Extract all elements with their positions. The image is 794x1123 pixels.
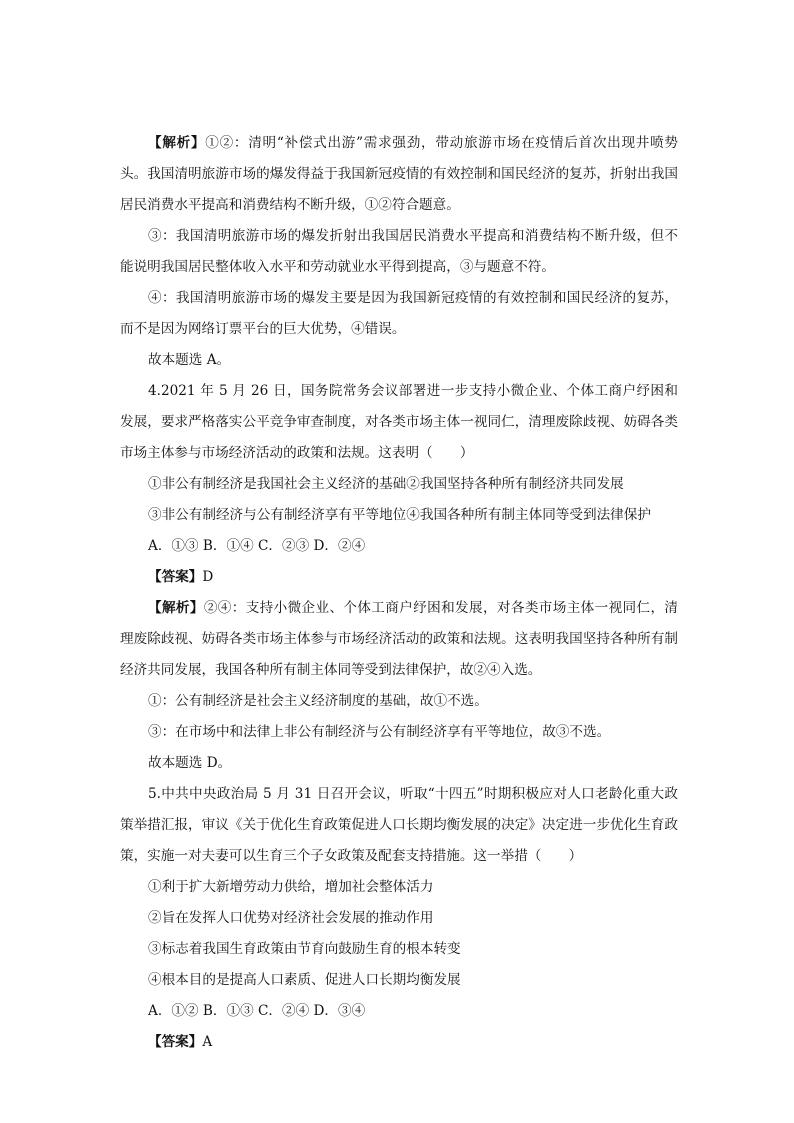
question-5-answer [120,1027,678,1058]
question-5-statement [120,872,678,903]
paragraph-text: ④：我国清明旅游市场的爆发主要是因为我国新冠疫情的有效控制和国民经济的复苏，而不是因为网络订票平台的巨大优势，④错误。 [120,290,678,337]
question-5-stem [120,779,678,872]
paragraph [120,345,678,376]
paragraph-text: ①非公有制经济是我国社会主义经济的基础②我国坚持各种所有制经济共同发展 [148,476,624,492]
answer-value: D [202,569,214,585]
paragraph-text: 故本题选 A。 [148,352,231,368]
question-5-statement [120,903,678,934]
question-4-statement [120,469,678,500]
paragraph-text: ④根本目的是提高人口素质、促进人口长期均衡发展 [148,972,461,988]
paragraph [120,686,678,717]
question-5-statement [120,934,678,965]
paragraph-text: ②旨在发挥人口优势对经济社会发展的推动作用 [148,910,434,926]
paragraph [120,283,678,345]
answer-tag: 【答案】 [148,569,203,585]
paragraph [120,748,678,779]
paragraph-text: ②④：支持小微企业、个体工商户纾困和发展，对各类市场主体一视同仁，清理废除歧视、妨碍各类市场主体参与市场经济活动的政策和法规。这表明我国坚持各种所有制经济共同发展，我国各种所有制主体同等受到法律保护，故②④入选。 [120,600,678,678]
question-4-options [120,531,678,562]
answer-tag: 【答案】 [148,1034,203,1050]
paragraph-text: ③标志着我国生育政策由节育向鼓励生育的根本转变 [148,941,461,957]
paragraph-text: 4.2021 年 5 月 26 日，国务院常务会议部署进一步支持小微企业、个体工商户纾困和发展，要求严格落实公平竞争审查制度，对各类市场主体一视同仁，清理废除歧视、妨碍各类市场主体参与市场经济活动的政策和法规。这表明（ ） [120,383,678,461]
question-4-stem [120,376,678,469]
paragraph-text: ③非公有制经济与公有制经济享有平等地位④我国各种所有制主体同等受到法律保护 [148,507,651,523]
answer-value: A [202,1034,213,1050]
analysis-tag: 【解析】 [148,600,204,616]
paragraph-text: ①②：清明“补偿式出游”需求强劲，带动旅游市场在疫情后首次出现井喷势头。我国清明旅游市场的爆发得益于我国新冠疫情的有效控制和国民经济的复苏，折射出我国居民消费水平提高和消费结构不断升级，①②符合题意。 [120,135,678,213]
paragraph-text: ③：我国清明旅游市场的爆发折射出我国居民消费水平提高和消费结构不断升级，但不能说明我国居民整体收入水平和劳动就业水平得到提高，③与题意不符。 [120,228,678,275]
paragraph-text: 5.中共中央政治局 5 月 31 日召开会议，听取“十四五”时期积极应对人口老龄化重大政策举措汇报，审议《关于优化生育政策促进人口长期均衡发展的决定》决定进一步优化生育政策，实施一对夫妻可以生育三个子女政策及配套支持措施。这一举措（ ） [120,786,678,864]
paragraph-text: ①利于扩大新增劳动力供给，增加社会整体活力 [148,879,434,895]
paragraph-text: A．①③ B．①④ C．②③ D．②④ [148,538,366,554]
paragraph [120,717,678,748]
question-4-statement [120,500,678,531]
question-5-options [120,996,678,1027]
question-4-answer [120,562,678,593]
paragraph-text: A．①② B．①③ C．②④ D．③④ [148,1003,366,1019]
document-body [120,128,678,1058]
paragraph [120,128,678,221]
paragraph-text: ①：公有制经济是社会主义经济制度的基础，故①不选。 [148,693,488,709]
paragraph-text: 故本题选 D。 [148,755,232,771]
analysis-tag: 【解析】 [148,135,206,151]
question-4-analysis [120,593,678,686]
paragraph-text: ③：在市场中和法律上非公有制经济与公有制经济享有平等地位，故③不选。 [148,724,611,740]
question-5-statement [120,965,678,996]
paragraph [120,221,678,283]
